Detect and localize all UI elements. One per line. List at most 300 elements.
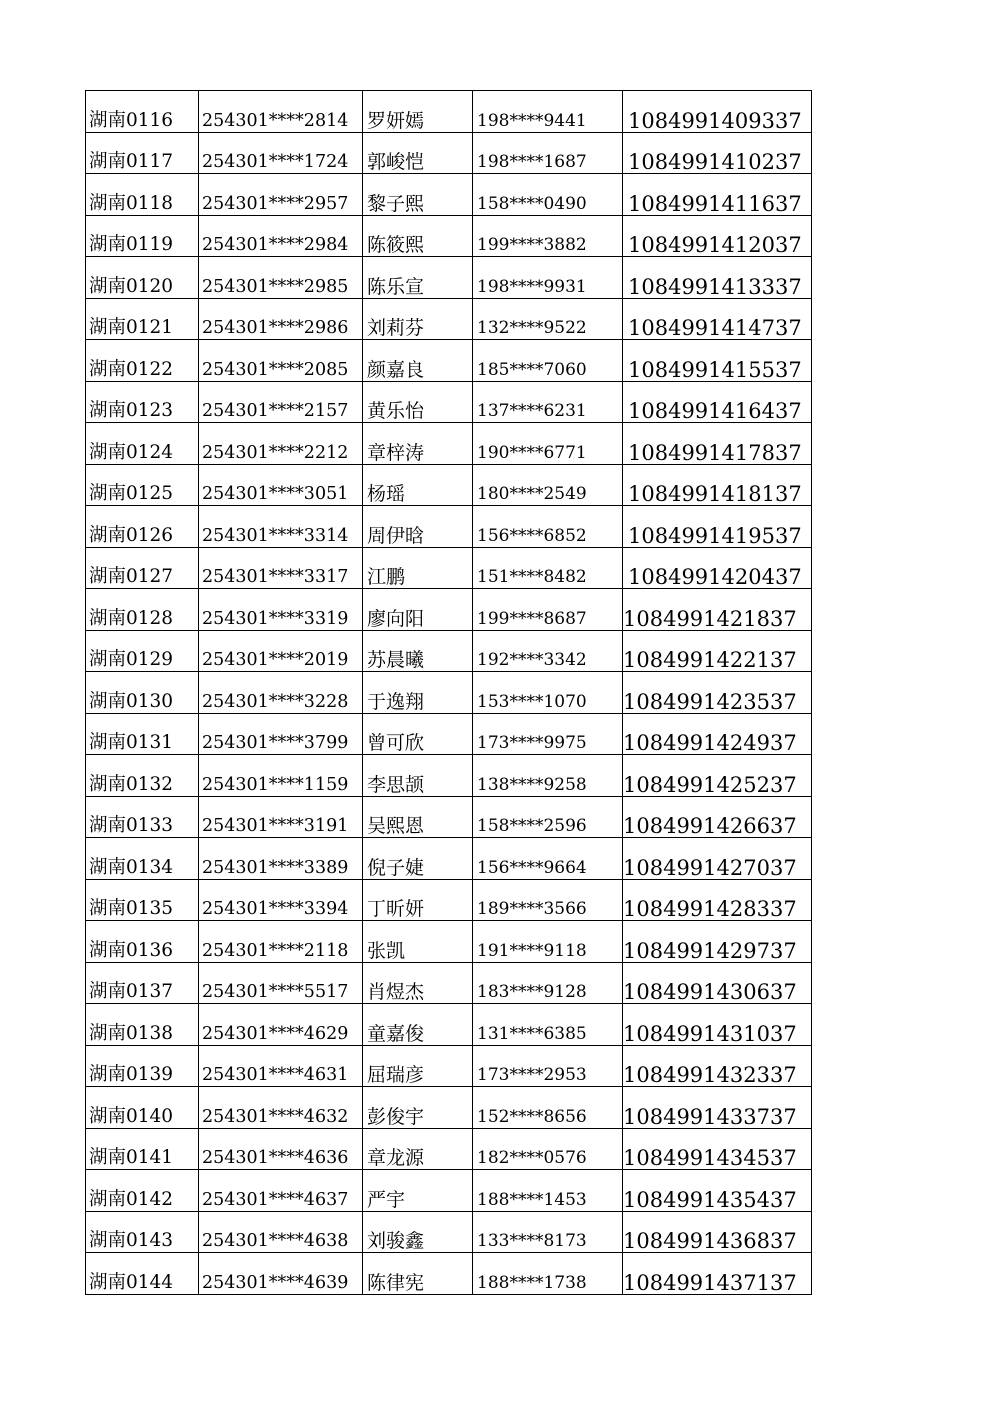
region-cell (86, 174, 199, 216)
id-number-cell-text: 254301****2019 (202, 650, 349, 670)
region-cell-text: 湖南0117 (89, 151, 174, 172)
phone-cell-text: 198****9931 (477, 276, 587, 297)
name-cell-text: 陈乐宣 (367, 275, 425, 298)
code-cell (623, 547, 812, 589)
name-cell (363, 298, 473, 340)
region-cell (86, 91, 199, 133)
id-number-cell (199, 1253, 363, 1295)
code-cell-text: 1084991431037 (623, 1021, 797, 1045)
code-cell-text: 1084991416437 (628, 399, 802, 423)
name-cell-text: 黎子熙 (367, 192, 425, 215)
region-cell-text: 湖南0137 (89, 981, 174, 1002)
code-cell-text: 1084991426637 (623, 814, 797, 838)
region-cell-text: 湖南0138 (89, 1022, 174, 1044)
name-cell (363, 879, 473, 921)
code-cell-text: 1084991436837 (623, 1229, 797, 1253)
name-cell-text: 周伊晗 (367, 524, 425, 547)
id-number-cell (199, 589, 363, 631)
region-cell (86, 257, 199, 299)
phone-cell-text: 180****2549 (477, 484, 587, 504)
region-cell (86, 1045, 199, 1087)
phone-cell-text: 153****1070 (477, 691, 587, 712)
region-cell-text: 湖南0127 (89, 566, 174, 587)
region-cell (86, 506, 199, 548)
table-row (86, 381, 812, 423)
name-cell (363, 381, 473, 423)
phone-cell (473, 381, 623, 423)
code-cell (623, 1087, 812, 1129)
id-number-cell (199, 879, 363, 921)
region-cell-text: 湖南0118 (89, 192, 174, 214)
phone-cell-text: 185****7060 (477, 359, 587, 380)
id-number-cell-text: 254301****1159 (202, 774, 349, 795)
phone-cell (473, 91, 623, 133)
phone-cell-text: 191****9118 (477, 940, 587, 961)
code-cell (623, 1128, 812, 1170)
name-cell-text: 刘骏鑫 (367, 1230, 425, 1252)
id-number-cell (199, 796, 363, 838)
phone-cell (473, 464, 623, 506)
code-cell-text: 1084991409337 (628, 108, 802, 132)
region-cell (86, 1253, 199, 1295)
phone-cell (473, 713, 623, 755)
name-cell (363, 132, 473, 174)
region-cell-text: 湖南0130 (89, 690, 174, 712)
region-cell-text: 湖南0128 (89, 607, 174, 629)
name-cell-text: 李思颉 (367, 773, 425, 796)
id-number-cell (199, 713, 363, 755)
region-cell (86, 464, 199, 506)
region-cell (86, 423, 199, 465)
name-cell (363, 423, 473, 465)
id-number-cell (199, 132, 363, 174)
code-cell (623, 215, 812, 257)
region-cell-text: 湖南0132 (89, 773, 174, 795)
name-cell-text: 刘莉芬 (367, 317, 425, 339)
code-cell (623, 838, 812, 880)
table-row (86, 1087, 812, 1129)
id-number-cell-text: 254301****4637 (202, 1189, 349, 1210)
code-cell-text: 1084991424937 (623, 731, 797, 755)
name-cell (363, 796, 473, 838)
id-number-cell (199, 962, 363, 1004)
region-cell-text: 湖南0126 (89, 524, 174, 546)
phone-cell (473, 755, 623, 797)
id-number-cell-text: 254301****2984 (202, 235, 349, 255)
code-cell (623, 962, 812, 1004)
region-cell-text: 湖南0122 (89, 358, 174, 380)
phone-cell-text: 198****1687 (477, 152, 587, 172)
name-cell-text: 黄乐怡 (367, 400, 425, 422)
code-cell-text: 1084991415537 (628, 357, 802, 381)
id-number-cell-text: 254301****3228 (202, 691, 349, 712)
phone-cell-text: 138****9258 (477, 774, 587, 795)
code-cell (623, 340, 812, 382)
id-number-cell (199, 838, 363, 880)
phone-cell (473, 589, 623, 631)
name-cell (363, 713, 473, 755)
name-cell (363, 506, 473, 548)
code-cell-text: 1084991433737 (623, 1104, 797, 1128)
id-number-cell-text: 254301****3317 (202, 567, 349, 587)
code-cell (623, 589, 812, 631)
name-cell (363, 547, 473, 589)
id-number-cell (199, 1211, 363, 1253)
name-cell-text: 严宇 (367, 1188, 406, 1211)
code-cell (623, 464, 812, 506)
code-cell-text: 1084991421837 (623, 606, 797, 630)
phone-cell (473, 547, 623, 589)
id-number-cell-text: 254301****2986 (202, 318, 349, 338)
phone-cell-text: 182****0576 (477, 1148, 587, 1168)
code-cell (623, 1211, 812, 1253)
region-cell (86, 1170, 199, 1212)
name-cell (363, 91, 473, 133)
code-cell-text: 1084991419537 (628, 523, 802, 547)
phone-cell (473, 1253, 623, 1295)
region-cell (86, 340, 199, 382)
name-cell-text: 陈律宪 (367, 1271, 425, 1294)
name-cell (363, 464, 473, 506)
code-cell (623, 1253, 812, 1295)
phone-cell (473, 630, 623, 672)
table-row (86, 132, 812, 174)
id-number-cell-text: 254301****2985 (202, 276, 349, 297)
table-row (86, 506, 812, 548)
phone-cell-text: 156****6852 (477, 525, 587, 546)
phone-cell-text: 132****9522 (477, 318, 587, 338)
code-cell (623, 921, 812, 963)
code-cell-text: 1084991411637 (628, 191, 802, 215)
table-row (86, 589, 812, 631)
name-cell-text: 倪子婕 (367, 856, 425, 879)
id-number-cell (199, 257, 363, 299)
id-number-cell-text: 254301****2118 (202, 940, 349, 961)
id-number-cell (199, 1087, 363, 1129)
id-number-cell (199, 672, 363, 714)
id-number-cell (199, 1045, 363, 1087)
name-cell (363, 962, 473, 1004)
code-cell (623, 381, 812, 423)
table-row (86, 91, 812, 133)
region-cell-text: 湖南0144 (89, 1271, 174, 1293)
code-cell (623, 755, 812, 797)
id-number-cell (199, 423, 363, 465)
region-cell-text: 湖南0133 (89, 815, 174, 836)
name-cell (363, 174, 473, 216)
id-number-cell-text: 254301****3191 (202, 816, 349, 836)
code-cell-text: 1084991418137 (628, 482, 802, 506)
phone-cell (473, 298, 623, 340)
name-cell (363, 1045, 473, 1087)
phone-cell (473, 1211, 623, 1253)
table-row (86, 1170, 812, 1212)
table-row (86, 547, 812, 589)
name-cell-text: 颜嘉良 (367, 358, 425, 381)
phone-cell (473, 1045, 623, 1087)
code-cell (623, 630, 812, 672)
code-cell (623, 1004, 812, 1046)
region-cell (86, 672, 199, 714)
region-cell-text: 湖南0129 (89, 649, 174, 670)
phone-cell-text: 156****9664 (477, 857, 587, 878)
region-cell-text: 湖南0134 (89, 856, 174, 878)
name-cell-text: 张凯 (367, 939, 406, 962)
region-cell-text: 湖南0142 (89, 1188, 174, 1210)
phone-cell-text: 199****8687 (477, 608, 587, 629)
region-cell (86, 755, 199, 797)
table-row (86, 796, 812, 838)
id-number-cell (199, 755, 363, 797)
name-cell (363, 1128, 473, 1170)
id-number-cell-text: 254301****3051 (202, 484, 349, 504)
id-number-cell-text: 254301****4631 (202, 1065, 349, 1085)
region-cell-text: 湖南0143 (89, 1230, 174, 1251)
phone-cell-text: 183****9128 (477, 982, 587, 1002)
id-number-cell-text: 254301****3799 (202, 733, 349, 753)
name-cell (363, 589, 473, 631)
id-number-cell-text: 254301****3319 (202, 608, 349, 629)
code-cell-text: 1084991428337 (623, 897, 797, 921)
table-row (86, 755, 812, 797)
region-cell (86, 215, 199, 257)
table-row (86, 630, 812, 672)
code-cell (623, 506, 812, 548)
name-cell-text: 章龙源 (367, 1147, 425, 1169)
name-cell-text: 江鹏 (367, 566, 406, 588)
table-row (86, 1045, 812, 1087)
phone-cell (473, 1128, 623, 1170)
region-cell (86, 1087, 199, 1129)
code-cell (623, 879, 812, 921)
id-number-cell-text: 254301****1724 (202, 152, 349, 172)
name-cell-text: 曾可欣 (367, 732, 425, 754)
phone-cell-text: 199****3882 (477, 235, 587, 255)
code-cell-text: 1084991412037 (628, 233, 802, 257)
code-cell (623, 174, 812, 216)
id-number-cell-text: 254301****4636 (202, 1148, 349, 1168)
table-row (86, 879, 812, 921)
region-cell (86, 381, 199, 423)
name-cell (363, 921, 473, 963)
name-cell (363, 215, 473, 257)
region-cell (86, 547, 199, 589)
code-cell (623, 1045, 812, 1087)
code-cell-text: 1084991432337 (623, 1063, 797, 1087)
id-number-cell-text: 254301****2814 (202, 110, 349, 131)
region-cell-text: 湖南0140 (89, 1105, 174, 1127)
phone-cell (473, 340, 623, 382)
id-number-cell (199, 381, 363, 423)
region-cell (86, 589, 199, 631)
code-cell-text: 1084991435437 (623, 1187, 797, 1211)
phone-cell (473, 879, 623, 921)
region-cell-text: 湖南0120 (89, 275, 174, 297)
id-number-cell-text: 254301****4638 (202, 1231, 349, 1251)
name-cell (363, 340, 473, 382)
id-number-cell (199, 340, 363, 382)
name-cell (363, 838, 473, 880)
name-cell (363, 1087, 473, 1129)
phone-cell-text: 158****2596 (477, 816, 587, 836)
code-cell-text: 1084991425237 (623, 772, 797, 796)
table-row (86, 1004, 812, 1046)
id-number-cell-text: 254301****4629 (202, 1023, 349, 1044)
region-cell (86, 921, 199, 963)
phone-cell-text: 192****3342 (477, 650, 587, 670)
name-cell-text: 吴熙恩 (367, 815, 425, 837)
name-cell-text: 郭峻恺 (367, 151, 425, 173)
region-cell (86, 1004, 199, 1046)
table-row (86, 962, 812, 1004)
name-cell-text: 苏晨曦 (367, 649, 425, 671)
id-number-cell-text: 254301****2212 (202, 442, 349, 463)
name-cell (363, 1004, 473, 1046)
phone-cell (473, 838, 623, 880)
table-row (86, 1128, 812, 1170)
code-cell (623, 423, 812, 465)
phone-cell (473, 132, 623, 174)
name-cell-text: 屈瑞彦 (367, 1064, 425, 1086)
name-cell (363, 1170, 473, 1212)
region-cell-text: 湖南0136 (89, 939, 174, 961)
data-table (85, 90, 812, 1295)
table-row (86, 838, 812, 880)
phone-cell (473, 506, 623, 548)
id-number-cell (199, 174, 363, 216)
region-cell-text: 湖南0139 (89, 1064, 174, 1085)
table-row (86, 672, 812, 714)
id-number-cell-text: 254301****3389 (202, 857, 349, 878)
region-cell-text: 湖南0123 (89, 400, 174, 421)
id-number-cell-text: 254301****4632 (202, 1106, 349, 1127)
region-cell-text: 湖南0116 (89, 109, 174, 131)
region-cell (86, 962, 199, 1004)
name-cell-text: 廖向阳 (367, 607, 425, 630)
name-cell-text: 肖煜杰 (367, 981, 425, 1003)
name-cell-text: 杨瑶 (367, 483, 406, 505)
id-number-cell (199, 215, 363, 257)
code-cell (623, 132, 812, 174)
id-number-cell (199, 506, 363, 548)
phone-cell (473, 423, 623, 465)
code-cell-text: 1084991427037 (623, 855, 797, 879)
code-cell-text: 1084991420437 (628, 565, 802, 589)
phone-cell (473, 962, 623, 1004)
code-cell-text: 1084991430637 (623, 980, 797, 1004)
name-cell-text: 童嘉俊 (367, 1022, 425, 1045)
table-row (86, 713, 812, 755)
table-row (86, 921, 812, 963)
phone-cell (473, 257, 623, 299)
code-cell-text: 1084991414737 (628, 316, 802, 340)
table-row (86, 298, 812, 340)
phone-cell-text: 173****2953 (477, 1065, 587, 1085)
id-number-cell-text: 254301****4639 (202, 1272, 349, 1293)
code-cell (623, 257, 812, 299)
phone-cell-text: 151****8482 (477, 567, 587, 587)
table-row (86, 1253, 812, 1295)
phone-cell-text: 152****8656 (477, 1106, 587, 1127)
name-cell (363, 672, 473, 714)
name-cell (363, 257, 473, 299)
id-number-cell-text: 254301****2957 (202, 193, 349, 214)
phone-cell-text: 158****0490 (477, 193, 587, 214)
code-cell-text: 1084991422137 (623, 648, 797, 672)
id-number-cell (199, 921, 363, 963)
code-cell (623, 713, 812, 755)
table-row (86, 464, 812, 506)
id-number-cell-text: 254301****2157 (202, 401, 349, 421)
id-number-cell-text: 254301****2085 (202, 359, 349, 380)
code-cell (623, 298, 812, 340)
phone-cell (473, 215, 623, 257)
phone-cell-text: 198****9441 (477, 110, 587, 131)
code-cell (623, 1170, 812, 1212)
region-cell (86, 298, 199, 340)
code-cell-text: 1084991417837 (628, 440, 802, 464)
table-row (86, 257, 812, 299)
region-cell (86, 796, 199, 838)
id-number-cell (199, 91, 363, 133)
name-cell-text: 陈筱熙 (367, 234, 425, 256)
name-cell (363, 1211, 473, 1253)
table-row (86, 215, 812, 257)
name-cell-text: 丁昕妍 (367, 898, 425, 920)
code-cell (623, 672, 812, 714)
region-cell (86, 1128, 199, 1170)
region-cell (86, 132, 199, 174)
name-cell (363, 755, 473, 797)
phone-cell-text: 131****6385 (477, 1023, 587, 1044)
id-number-cell (199, 464, 363, 506)
table-body (86, 91, 812, 1295)
phone-cell-text: 137****6231 (477, 401, 587, 421)
code-cell (623, 91, 812, 133)
phone-cell (473, 174, 623, 216)
table-row (86, 340, 812, 382)
phone-cell (473, 1004, 623, 1046)
region-cell-text: 湖南0124 (89, 441, 174, 463)
region-cell (86, 630, 199, 672)
phone-cell (473, 672, 623, 714)
table-row (86, 1211, 812, 1253)
region-cell-text: 湖南0141 (89, 1147, 174, 1168)
code-cell-text: 1084991434537 (623, 1146, 797, 1170)
code-cell-text: 1084991429737 (623, 938, 797, 962)
phone-cell (473, 1087, 623, 1129)
id-number-cell-text: 254301****3314 (202, 525, 349, 546)
phone-cell-text: 190****6771 (477, 442, 587, 463)
id-number-cell (199, 547, 363, 589)
code-cell-text: 1084991423537 (623, 689, 797, 713)
id-number-cell (199, 1170, 363, 1212)
phone-cell-text: 173****9975 (477, 733, 587, 753)
phone-cell (473, 921, 623, 963)
id-number-cell (199, 630, 363, 672)
phone-cell-text: 133****8173 (477, 1231, 587, 1251)
code-cell-text: 1084991413337 (628, 274, 802, 298)
phone-cell-text: 188****1738 (477, 1272, 587, 1293)
name-cell (363, 1253, 473, 1295)
region-cell (86, 1211, 199, 1253)
region-cell (86, 879, 199, 921)
phone-cell-text: 189****3566 (477, 899, 587, 919)
code-cell-text: 1084991410237 (628, 150, 802, 174)
table-row (86, 423, 812, 465)
id-number-cell (199, 1004, 363, 1046)
name-cell-text: 彭俊宇 (367, 1105, 425, 1128)
